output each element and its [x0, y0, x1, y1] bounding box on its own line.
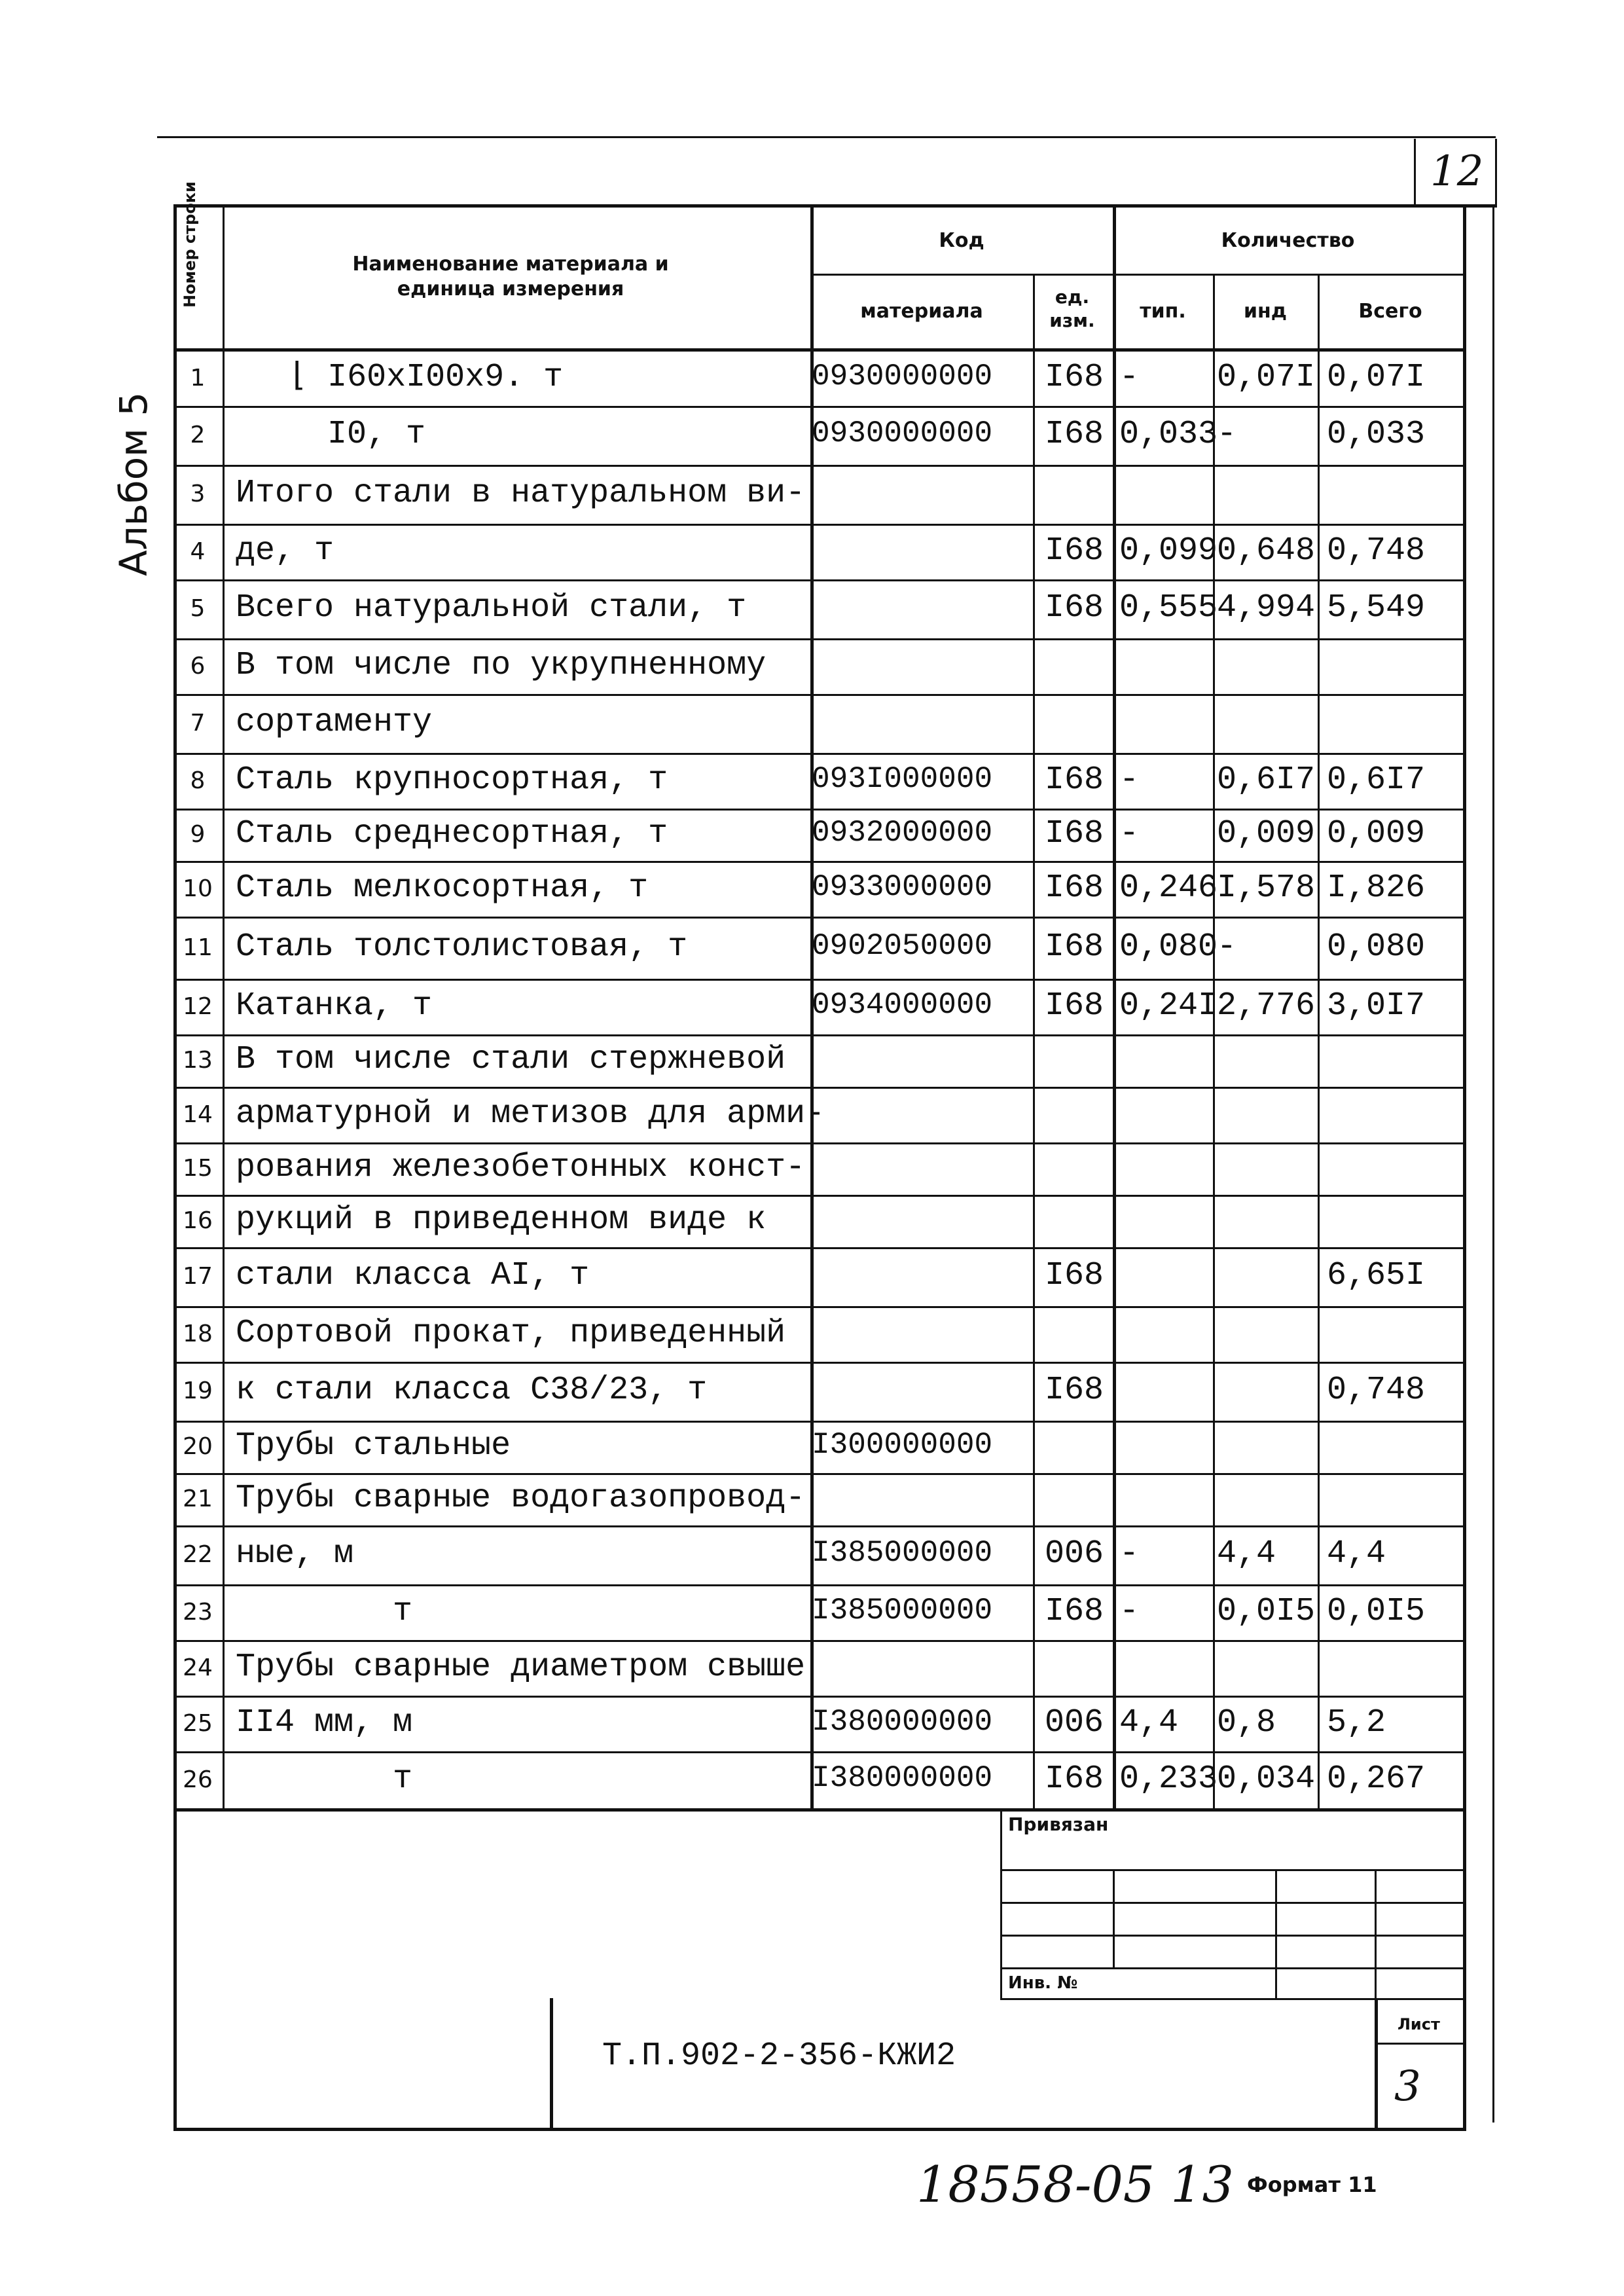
- stamp-bottom: [173, 2128, 1466, 2131]
- row-total: 0,748: [1327, 532, 1426, 570]
- row-code: I300000000: [812, 1428, 993, 1462]
- row-name: Трубы стальные: [236, 1427, 511, 1465]
- row-typ: -: [1119, 761, 1140, 799]
- row-ind: 0,009: [1217, 815, 1316, 852]
- row-number: 4: [190, 538, 206, 565]
- row-separator: [173, 1306, 1463, 1308]
- row-number: 18: [183, 1320, 213, 1347]
- row-ind: 0,648: [1217, 532, 1316, 570]
- stamp-grid-h5: [1000, 1998, 1463, 2000]
- row-separator: [173, 694, 1463, 696]
- table-top-border: [173, 204, 1497, 208]
- row-number: 14: [183, 1101, 213, 1128]
- row-separator: [173, 1584, 1463, 1586]
- row-code: I385000000: [812, 1536, 993, 1570]
- album-label: Альбом 5: [111, 392, 156, 576]
- row-total: 0,07I: [1327, 358, 1426, 396]
- row-typ: 0,24I: [1119, 987, 1218, 1025]
- row-unit: I68: [1045, 589, 1104, 627]
- row-separator: [173, 1034, 1463, 1036]
- stamp-top: [173, 1808, 1463, 1812]
- row-unit: I68: [1045, 532, 1104, 570]
- stamp-grid-v3: [1375, 1869, 1377, 1998]
- row-code: 0930000000: [812, 416, 993, 450]
- row-separator: [173, 638, 1463, 640]
- row-number: 11: [183, 934, 213, 961]
- row-number: 7: [190, 710, 206, 737]
- stamp-grid-v2: [1275, 1869, 1277, 1998]
- col-div-unit: [1113, 204, 1116, 1808]
- row-name: рования железобетонных конст-: [236, 1149, 806, 1186]
- row-total: 0,080: [1327, 928, 1426, 966]
- row-number: 26: [183, 1766, 213, 1793]
- row-separator: [173, 917, 1463, 919]
- header-code: Код: [939, 229, 984, 252]
- row-number: 24: [183, 1654, 213, 1681]
- row-name: Сталь толстолистовая, т: [236, 928, 688, 966]
- row-name: рукций в приведенном виде к: [236, 1201, 767, 1239]
- row-name: Сталь среднесортная, т: [236, 815, 668, 852]
- stamp-inv-no: Инв. №: [1008, 1973, 1078, 1993]
- header-qty-ind: инд: [1244, 300, 1287, 323]
- row-ind: 0,034: [1217, 1760, 1316, 1798]
- row-typ: 0,555: [1119, 589, 1218, 627]
- row-total: 5,2: [1327, 1704, 1386, 1741]
- stamp-grid-h1: [1000, 1869, 1463, 1871]
- row-separator: [173, 1247, 1463, 1249]
- row-code: I385000000: [812, 1593, 993, 1628]
- row-unit: I68: [1045, 987, 1104, 1025]
- row-ind: 4,4: [1217, 1535, 1276, 1573]
- header-code-unit: ед. изм.: [1049, 286, 1095, 331]
- row-ind: 4,994: [1217, 589, 1316, 627]
- row-separator: [173, 1473, 1463, 1475]
- row-total: 6,65I: [1327, 1257, 1426, 1294]
- row-name: ные, м: [236, 1535, 354, 1573]
- stamp-grid-h3: [1000, 1935, 1463, 1937]
- stamp-sheet-label: Лист: [1398, 2015, 1440, 2033]
- page-number-box-left: [1414, 139, 1416, 204]
- header-bottom: [173, 348, 1463, 352]
- row-total: 0,009: [1327, 815, 1426, 852]
- row-code: I380000000: [812, 1704, 993, 1739]
- row-unit: I68: [1045, 358, 1104, 396]
- header-name: Наименование материала и единица измерения: [352, 253, 669, 301]
- row-number: 20: [183, 1433, 213, 1460]
- row-number: 10: [183, 875, 213, 902]
- row-name: де, т: [236, 532, 334, 570]
- row-code: 0933000000: [812, 869, 993, 904]
- row-name: Трубы сварные водогазопровод-: [236, 1480, 806, 1517]
- row-number: 6: [190, 652, 206, 680]
- row-code: 0932000000: [812, 816, 993, 850]
- row-ind: 0,8: [1217, 1704, 1276, 1741]
- row-number: 15: [183, 1155, 213, 1182]
- row-separator: [173, 406, 1463, 408]
- col-div-typ: [1213, 274, 1215, 1808]
- row-separator: [173, 1087, 1463, 1089]
- row-total: 0,267: [1327, 1760, 1426, 1798]
- stamp-attached: Привязан: [1008, 1813, 1109, 1835]
- row-name: II4 мм, м: [236, 1704, 413, 1741]
- row-name: В том числе по укрупненному: [236, 646, 767, 684]
- row-typ: 0,033: [1119, 416, 1218, 453]
- row-unit: I68: [1045, 1257, 1104, 1294]
- row-code: I380000000: [812, 1760, 993, 1795]
- row-separator: [173, 1362, 1463, 1364]
- row-number: 21: [183, 1485, 213, 1512]
- row-unit: I68: [1045, 1372, 1104, 1409]
- row-unit: I68: [1045, 761, 1104, 799]
- stamp-sheet-no: 3: [1394, 2062, 1421, 2111]
- row-total: 0,748: [1327, 1372, 1426, 1409]
- row-name: арматурной и метизов для арми-: [236, 1095, 825, 1133]
- top-rule: [157, 136, 1496, 138]
- row-unit: I68: [1045, 815, 1104, 852]
- stamp-sheet-left: [1375, 1998, 1378, 2129]
- row-number: 3: [190, 481, 206, 507]
- row-total: 0,0I5: [1327, 1592, 1426, 1630]
- row-separator: [173, 465, 1463, 467]
- row-separator: [173, 579, 1463, 581]
- row-code: 093I000000: [812, 761, 993, 796]
- table-left-border: [173, 204, 177, 2129]
- row-number: 22: [183, 1541, 213, 1568]
- row-typ: -: [1119, 358, 1140, 396]
- row-number: 13: [183, 1047, 213, 1074]
- row-separator: [173, 809, 1463, 811]
- row-name: Сортовой прокат, приведенный: [236, 1314, 786, 1352]
- row-ind: 0,07I: [1217, 358, 1316, 396]
- row-unit: 006: [1045, 1704, 1104, 1741]
- row-unit: I68: [1045, 416, 1104, 453]
- row-separator: [173, 1195, 1463, 1197]
- row-number: 17: [183, 1263, 213, 1290]
- header-qty-typ: тип.: [1140, 300, 1186, 323]
- row-number: 5: [190, 595, 206, 622]
- stamp-grid-h4: [1000, 1967, 1463, 1969]
- row-code: 0934000000: [812, 987, 993, 1022]
- row-number: 25: [183, 1709, 213, 1737]
- row-total: 0,6I7: [1327, 761, 1426, 799]
- row-typ: 0,080: [1119, 928, 1218, 966]
- row-name: Катанка, т: [236, 987, 433, 1025]
- row-total: 5,549: [1327, 589, 1426, 627]
- row-name: Всего натуральной стали, т: [236, 589, 747, 627]
- row-name: В том числе стали стержневой: [236, 1041, 786, 1078]
- row-typ: 4,4: [1119, 1704, 1179, 1741]
- row-total: 0,033: [1327, 416, 1426, 453]
- row-number: 2: [190, 422, 206, 448]
- row-name: к стали класса С38/23, т: [236, 1372, 708, 1409]
- page-number-box-right: [1495, 139, 1497, 204]
- row-separator: [173, 753, 1463, 755]
- header-qty-total: Всего: [1358, 300, 1422, 323]
- row-number: 16: [183, 1207, 213, 1234]
- row-number: 19: [183, 1377, 213, 1404]
- row-name: Сталь крупносортная, т: [236, 761, 668, 799]
- row-separator: [173, 1525, 1463, 1527]
- row-typ: -: [1119, 1592, 1140, 1630]
- row-number: 23: [183, 1598, 213, 1626]
- footer-format: Формат 11: [1247, 2172, 1377, 2197]
- row-name: Итого стали в натуральном ви-: [236, 475, 806, 512]
- header-quantity: Количество: [1221, 229, 1355, 252]
- row-ind: -: [1217, 416, 1237, 453]
- row-name: Сталь мелкосортная, т: [236, 869, 649, 907]
- row-ind: -: [1217, 928, 1237, 966]
- row-total: I,826: [1327, 869, 1426, 907]
- stamp-sheet-divider: [1375, 2043, 1463, 2045]
- far-right-margin: [1492, 204, 1494, 2123]
- header-subdivider: [810, 274, 1463, 276]
- row-typ: -: [1119, 815, 1140, 852]
- row-total: 4,4: [1327, 1535, 1386, 1573]
- row-separator: [173, 1696, 1463, 1698]
- page-number: 12: [1430, 147, 1484, 196]
- row-name: стали класса AI, т: [236, 1257, 590, 1294]
- row-separator: [173, 979, 1463, 981]
- row-name: сортаменту: [236, 704, 433, 741]
- row-ind: I,578: [1217, 869, 1316, 907]
- row-number: 12: [183, 993, 213, 1020]
- row-typ: 0,246: [1119, 869, 1218, 907]
- row-code: 0902050000: [812, 928, 993, 963]
- row-name: I0, т: [327, 416, 426, 453]
- row-separator: [173, 1421, 1463, 1423]
- row-unit: I68: [1045, 869, 1104, 907]
- col-div-ind: [1318, 274, 1320, 1808]
- header-code-material: материала: [860, 300, 983, 323]
- stamp-grid-h2: [1000, 1902, 1463, 1904]
- row-ind: 0,0I5: [1217, 1592, 1316, 1630]
- row-ind: 2,776: [1217, 987, 1316, 1025]
- row-typ: 0,233: [1119, 1760, 1218, 1798]
- stamp-grid-v1: [1113, 1869, 1115, 1967]
- col-div-code: [1033, 274, 1035, 1808]
- row-separator: [173, 1640, 1463, 1642]
- row-unit: I68: [1045, 928, 1104, 966]
- row-name: т: [393, 1592, 413, 1630]
- row-typ: -: [1119, 1535, 1140, 1573]
- row-code: 0930000000: [812, 359, 993, 393]
- row-name: Трубы сварные диаметром свыше: [236, 1648, 806, 1686]
- stamp-doc-code: Т.П.902-2-356-КЖИ2: [602, 2037, 956, 2075]
- row-number: 9: [190, 821, 206, 848]
- row-name: т: [393, 1760, 413, 1798]
- row-unit: 006: [1045, 1535, 1104, 1573]
- row-separator: [173, 861, 1463, 863]
- footer-handwritten: 18558-05 13: [916, 2155, 1235, 2214]
- row-separator: [173, 1142, 1463, 1144]
- row-number: 1: [190, 364, 206, 392]
- stamp-doc-left: [550, 1998, 553, 2129]
- col-div-rownum: [223, 204, 225, 1808]
- row-ind: 0,6I7: [1217, 761, 1316, 799]
- row-typ: 0,099: [1119, 532, 1218, 570]
- row-number: 8: [190, 767, 206, 794]
- row-unit: I68: [1045, 1760, 1104, 1798]
- row-unit: I68: [1045, 1592, 1104, 1630]
- row-separator: [173, 524, 1463, 526]
- table-right-border: [1463, 204, 1466, 2129]
- row-total: 3,0I7: [1327, 987, 1426, 1025]
- header-row-no: Номер строки: [181, 181, 199, 308]
- row-separator: [173, 1751, 1463, 1753]
- row-name: ⌊ I60xI00x9. т: [288, 358, 564, 396]
